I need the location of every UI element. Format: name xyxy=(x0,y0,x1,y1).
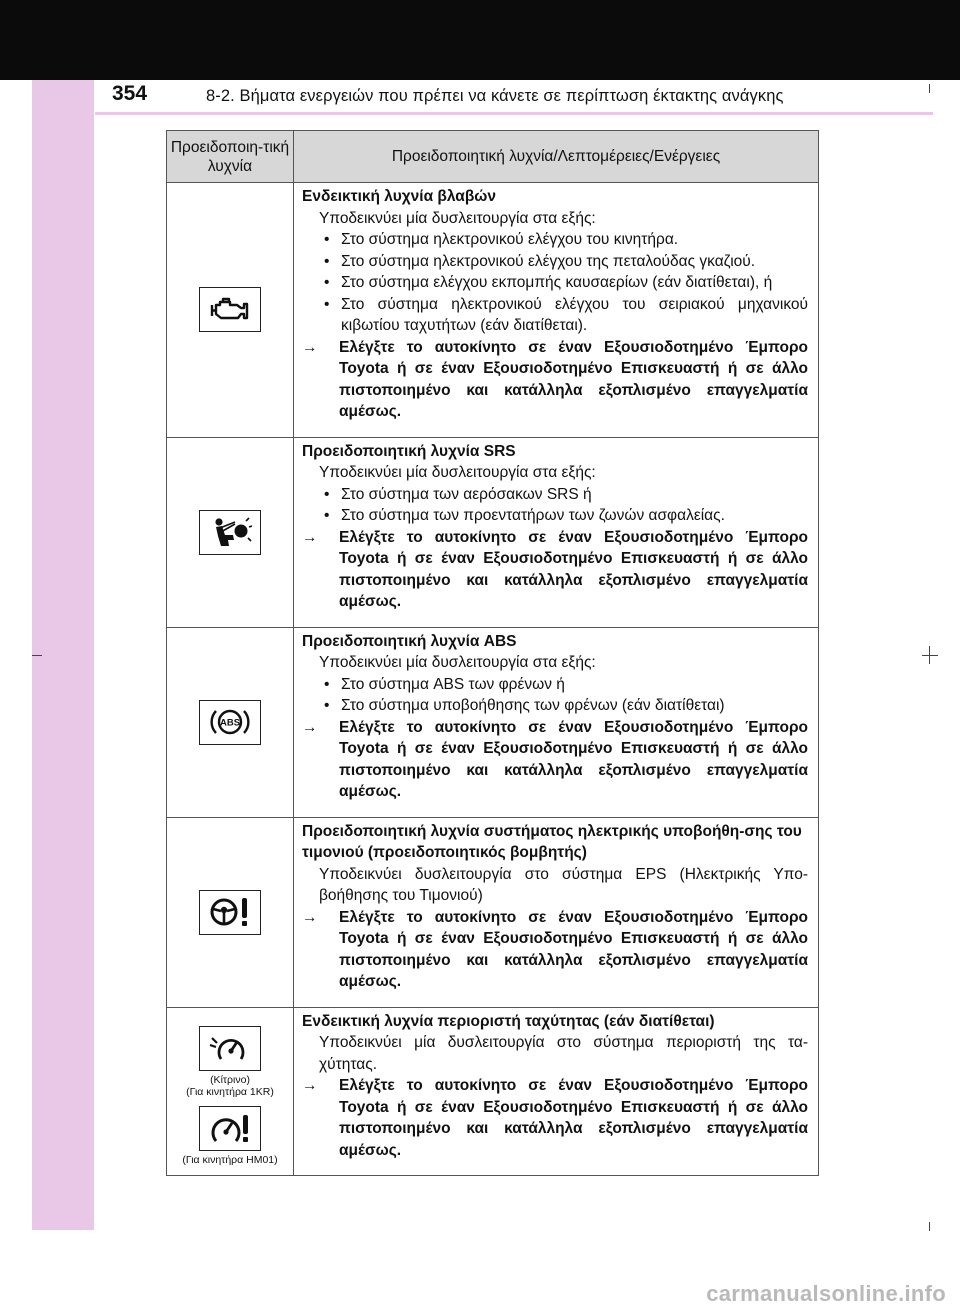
details-cell xyxy=(294,817,819,1007)
list-item: • Στο σύστημα των αερόσακων SRS ή xyxy=(302,484,808,506)
action-text: Ελέγξτε το αυτοκίνητο σε έναν Εξουσιοδοτημένο Έμπορο Toyota ή σε έναν Εξουσιοδοτημένο Επισκευαστή ή σε άλλο πιστοποιημένο και κατάλληλα εξοπλισμένο επαγγελματία αμέσως. xyxy=(339,1077,808,1159)
lamp-title: Ενδεικτική λυχνία βλαβών xyxy=(302,188,496,205)
lamp-description: Υποδεικνύει δυσλειτουργία στο σύστημα EPS (Ηλεκτρικής Υπο-βοήθησης του Τιμονιού) xyxy=(319,865,808,904)
details-cell xyxy=(294,1007,819,1176)
crop-mark xyxy=(922,655,938,656)
crop-mark xyxy=(929,1222,930,1231)
details-cell xyxy=(294,183,819,438)
icon-cell xyxy=(167,183,294,438)
action-instruction xyxy=(302,337,808,423)
arrow-glyph: → xyxy=(302,528,318,546)
lamp-title: Ενδεικτική λυχνία περιοριστή ταχύτητας (εάν διατίθεται) xyxy=(302,1012,715,1030)
details-cell xyxy=(294,437,819,627)
abs-icon xyxy=(199,700,261,745)
crop-mark xyxy=(929,84,930,93)
list-item: • Στο σύστημα των προεντατήρων των ζωνών ασφαλείας. xyxy=(302,505,808,527)
list-item: • Στο σύστημα ηλεκτρονικού ελέγχου του σειριακού μηχανικού κιβωτίου ταχυτήτων (εάν διατίθεται). xyxy=(302,294,808,337)
engine-check-icon xyxy=(199,287,261,332)
arrow-glyph: → xyxy=(302,718,318,736)
bullet-list xyxy=(302,484,808,527)
icon-cell xyxy=(167,817,294,1007)
lamp-caption-1kr: (Κίτρινο) (Για κινητήρα 1KR) xyxy=(186,1074,274,1099)
speed-limiter-warning-icon xyxy=(199,1106,261,1151)
top-dark-band xyxy=(0,0,960,80)
lamp-title: Προειδοποιητική λυχνία ABS xyxy=(302,632,517,650)
table-row xyxy=(167,627,819,817)
action-text: Ελέγξτε το αυτοκίνητο σε έναν Εξουσιοδοτημένο Έμπορο Toyota ή σε έναν Εξουσιοδοτημένο Επισκευαστή ή σε άλλο πιστοποιημένο και κατάλληλα εξοπλισμένο επαγγελματία αμέσως. xyxy=(339,908,808,990)
arrow-glyph: → xyxy=(302,908,318,926)
arrow-glyph: → xyxy=(302,338,318,356)
table-row xyxy=(167,183,819,438)
action-instruction xyxy=(302,717,808,803)
action-text: Ελέγξτε το αυτοκίνητο σε έναν Εξουσιοδοτημένο Έμπορο Toyota ή σε έναν Εξουσιοδοτημένο Επισκευαστή ή σε άλλο πιστοποιημένο και κατάλληλα εξοπλισμένο επαγγελματία αμέσως. xyxy=(339,528,808,610)
eps-steering-icon xyxy=(199,890,261,935)
icon-cell xyxy=(167,1007,294,1176)
details-cell xyxy=(294,627,819,817)
srs-airbag-icon xyxy=(199,510,261,555)
warning-lights-table xyxy=(166,130,819,1176)
action-instruction xyxy=(302,1075,808,1161)
lamp-description: Υποδεικνύει μία δυσλειτουργία στα εξής: xyxy=(319,654,596,671)
arrow-glyph: → xyxy=(302,1077,318,1094)
table-row xyxy=(167,817,819,1007)
icon-cell xyxy=(167,627,294,817)
icon-cell xyxy=(167,437,294,627)
list-item: • Στο σύστημα ηλεκτρονικού ελέγχου του κινητήρα. xyxy=(302,229,808,251)
action-text: Ελέγξτε το αυτοκίνητο σε έναν Εξουσιοδοτημένο Έμπορο Toyota ή σε έναν Εξουσιοδοτημένο Επισκευαστή ή σε άλλο πιστοποιημένο και κατάλληλα εξοπλισμένο επαγγελματία αμέσως. xyxy=(339,338,808,420)
speed-limiter-icon xyxy=(199,1026,261,1071)
column-header-details: Προειδοποιητική λυχνία/Λεπτομέρειες/Ενέργειες xyxy=(294,131,819,183)
section-title: 8-2. Βήματα ενεργειών που πρέπει να κάνετε σε περίπτωση έκτακτης ανάγκης xyxy=(206,87,784,105)
list-item: • Στο σύστημα ηλεκτρονικού ελέγχου της πεταλούδας γκαζιού. xyxy=(302,251,808,273)
lamp-description: Υποδεικνύει μία δυσλειτουργία στο σύστημα περιοριστή της τα-χύτητας. xyxy=(319,1034,808,1073)
table-row xyxy=(167,1007,819,1176)
list-item: • Στο σύστημα υποβοήθησης των φρένων (εάν διατίθεται) xyxy=(302,695,808,717)
lamp-title: Προειδοποιητική λυχνία συστήματος ηλεκτρικής υποβοήθη-σης του τιμονιού (προειδοποιητικός βομβητής) xyxy=(302,822,802,861)
page-number: 354 xyxy=(112,82,148,105)
lamp-description: Υποδεικνύει μία δυσλειτουργία στα εξής: xyxy=(319,464,596,481)
list-item: • Στο σύστημα ABS των φρένων ή xyxy=(302,674,808,696)
list-item: • Στο σύστημα ελέγχου εκπομπής καυσαερίων (εάν διατίθεται), ή xyxy=(302,272,808,294)
bullet-list xyxy=(302,229,808,337)
header-rule xyxy=(95,112,933,115)
table-row xyxy=(167,437,819,627)
lamp-caption-hm01: (Για κινητήρα HM01) xyxy=(182,1154,278,1167)
lamp-title: Προειδοποιητική λυχνία SRS xyxy=(302,442,516,460)
table-header-row xyxy=(167,131,819,183)
column-header-lamp: Προειδοποιη-τική λυχνία xyxy=(167,131,294,183)
lamp-description: Υποδεικνύει μία δυσλειτουργία στα εξής: xyxy=(319,209,596,227)
bullet-list xyxy=(302,674,808,717)
crop-mark xyxy=(32,655,42,656)
action-instruction xyxy=(302,527,808,613)
crop-mark xyxy=(929,646,930,664)
action-instruction xyxy=(302,907,808,993)
watermark: carmanualsonline.info xyxy=(706,1281,946,1306)
abs-icon-label: ABS xyxy=(219,717,241,729)
action-text: Ελέγξτε το αυτοκίνητο σε έναν Εξουσιοδοτημένο Έμπορο Toyota ή σε έναν Εξουσιοδοτημένο Επισκευαστή ή σε άλλο πιστοποιημένο και κατάλληλα εξοπλισμένο επαγγελματία αμέσως. xyxy=(339,718,808,800)
